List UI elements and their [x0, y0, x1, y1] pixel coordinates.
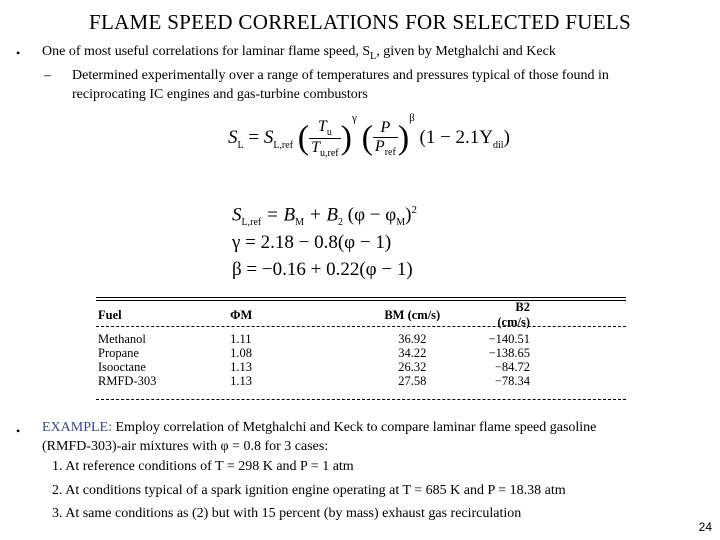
- table-header-rule: [96, 326, 626, 327]
- fuel-table: [96, 298, 626, 388]
- eq2-b2-sub: 2: [338, 217, 343, 229]
- eq2-square: 2: [411, 204, 417, 216]
- example-text: Employ correlation of Metghalchi and Keck to compare laminar flame speed gasoline: [112, 420, 597, 435]
- equation-reference-speed: [232, 204, 417, 228]
- bullet-dot: •: [16, 424, 21, 438]
- cell-phi: 1.11: [230, 332, 252, 346]
- eq1-s-sub: L,ref: [273, 139, 294, 151]
- paren-open: (: [361, 119, 373, 157]
- paren-close: ): [397, 119, 410, 157]
- equation-flame-speed: [228, 112, 510, 159]
- bullet-dot: •: [16, 46, 21, 60]
- table-row: [96, 374, 626, 388]
- col-b2: B2 (cm/s): [497, 300, 530, 329]
- cell-b2: −138.65: [488, 346, 530, 360]
- sub-bullet-line1: Determined experimentally over a range of temperatures and pressures typical of those found in: [72, 68, 609, 83]
- cell-bm: 36.92: [398, 332, 427, 346]
- eq2-phim-sub: M: [396, 217, 406, 229]
- col-fuel: Fuel: [98, 307, 122, 322]
- table-row: [96, 360, 626, 374]
- eq2-paren: (φ − φ: [343, 204, 397, 226]
- beta-exponent: β: [409, 112, 415, 124]
- dilution-sub: dil: [493, 139, 504, 151]
- list-item: 3. At same conditions as (2) but with 15 percent (by mass) exhaust gas recirculation: [52, 506, 522, 521]
- cell-bm: 26.32: [398, 360, 427, 374]
- tu-num-sub: u: [326, 127, 332, 139]
- p-num: P: [380, 119, 391, 137]
- list-item: 1. At reference conditions of T = 298 K and P = 1 atm: [52, 459, 354, 474]
- table-row: [96, 332, 626, 346]
- eq2-b2: + B: [304, 204, 338, 226]
- p-den-sub: ref: [384, 147, 396, 159]
- cell-fuel: Isooctane: [98, 360, 146, 374]
- dilution-term: (1 − 2.1Y: [419, 127, 494, 148]
- eq1-equals: =: [248, 127, 260, 148]
- sub-dash: –: [44, 68, 51, 83]
- p-fraction: [373, 119, 398, 158]
- eq2-bm-sub: M: [295, 217, 305, 229]
- eq1-s: S: [263, 127, 274, 148]
- p-den: P: [374, 138, 385, 156]
- page-number: 24: [698, 520, 712, 534]
- table-bottom-rule: [96, 399, 626, 400]
- tu-fraction: [309, 118, 341, 159]
- eq2-close: ): [405, 204, 412, 226]
- eq2-lhs: S: [232, 204, 242, 226]
- tu-den-sub: u,ref: [320, 148, 339, 160]
- cell-phi: 1.13: [230, 374, 252, 388]
- eq1-lhs: S: [228, 127, 238, 148]
- gamma-exponent: γ: [351, 112, 357, 124]
- table-row: [96, 346, 626, 360]
- eq1-lhs-sub: L: [237, 139, 244, 151]
- paren-open: (: [297, 119, 310, 157]
- equation-gamma: γ = 2.18 − 0.8(φ − 1): [232, 232, 392, 253]
- bullet1-part1: One of most useful correlations for laminar flame speed, S: [42, 44, 371, 59]
- list-item: 2. At conditions typical of a spark ignition engine operating at T = 685 K and P = 18.38 atm: [52, 483, 566, 498]
- dilution-close: ): [503, 127, 510, 148]
- tu-den: T: [311, 139, 321, 157]
- cell-b2: −84.72: [494, 360, 530, 374]
- col-bm: BM (cm/s): [384, 307, 441, 322]
- sub-bullet-line2: reciprocating IC engines and gas-turbine combustors: [72, 87, 368, 102]
- bullet1-sub: L: [370, 50, 377, 62]
- example-label: EXAMPLE:: [42, 420, 112, 435]
- cell-b2: −78.34: [494, 374, 530, 388]
- cell-fuel: Propane: [98, 346, 139, 360]
- cell-bm: 27.58: [398, 374, 427, 388]
- bullet1-part2: , given by Metghalchi and Keck: [376, 44, 556, 59]
- cell-phi: 1.13: [230, 360, 252, 374]
- tu-num: T: [317, 117, 327, 135]
- cell-phi: 1.08: [230, 346, 252, 360]
- slide-title: FLAME SPEED CORRELATIONS FOR SELECTED FUELS: [88, 10, 632, 34]
- eq2-lhs-sub: L,ref: [241, 217, 262, 229]
- cell-bm: 34.22: [398, 346, 427, 360]
- paren-close: ): [340, 119, 352, 157]
- example-line1: [42, 418, 596, 437]
- cell-fuel: RMFD-303: [98, 374, 157, 388]
- cell-fuel: Methanol: [98, 332, 146, 346]
- eq2-bm: = B: [261, 204, 296, 226]
- col-phi-m: ΦM: [230, 307, 253, 322]
- cell-b2: −140.51: [488, 332, 530, 346]
- equation-beta: β = −0.16 + 0.22(φ − 1): [232, 259, 413, 280]
- example-line2: (RMFD-303)-air mixtures with φ = 0.8 for 3 cases:: [42, 439, 329, 454]
- bullet1-text: [42, 42, 556, 66]
